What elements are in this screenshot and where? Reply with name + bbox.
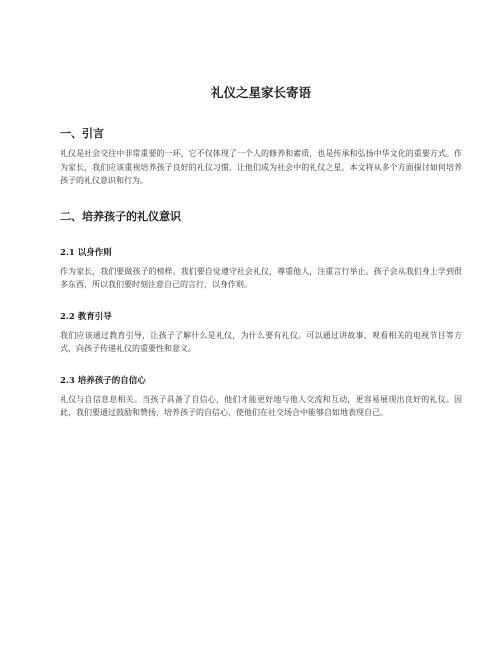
subsection-paragraph-self-confidence: 礼仪与自信息息相关。当孩子具备了自信心，他们才能更好地与他人交流和互动，更容易展现出良好的礼仪。因此，我们要通过鼓励和赞扬，培养孩子的自信心，使他们在社交场合中能够自如地表现自己。 bbox=[60, 394, 462, 417]
subsection-heading-self-confidence: 2.3 培养孩子的自信心 bbox=[60, 375, 146, 386]
section-heading-introduction: 一、引言 bbox=[60, 127, 104, 140]
page-title: 礼仪之星家长寄语 bbox=[210, 85, 311, 100]
subsection-paragraph-lead-by-example: 作为家长，我们要做孩子的榜样。我们要自觉遵守社会礼仪，尊重他人，注重言行举止。孩子会从我们身上学到很多东西，所以我们要时刻注意自己的言行，以身作则。 bbox=[60, 266, 462, 289]
section-heading-etiquette-awareness: 二、培养孩子的礼仪意识 bbox=[60, 209, 181, 223]
subsection-paragraph-education-guidance: 我们应该通过教育引导，让孩子了解什么是礼仪，为什么要有礼仪。可以通过讲故事、观看相关的电视节目等方式，向孩子传递礼仪的重要性和意义。 bbox=[60, 330, 462, 353]
subsection-heading-education-guidance: 2.2 教育引导 bbox=[60, 311, 112, 322]
subsection-heading-lead-by-example: 2.1 以身作则 bbox=[60, 247, 112, 258]
section-paragraph-introduction: 礼仪是社会交往中非常重要的一环，它不仅体现了一个人的修养和素质，也是传承和弘扬中华文化的重要方式。作为家长，我们应该重视培养孩子良好的礼仪习惯，让他们成为社会中的礼仪之星。本文将从多个方面探讨如何培养孩子的礼仪意识和行为。 bbox=[60, 149, 462, 185]
